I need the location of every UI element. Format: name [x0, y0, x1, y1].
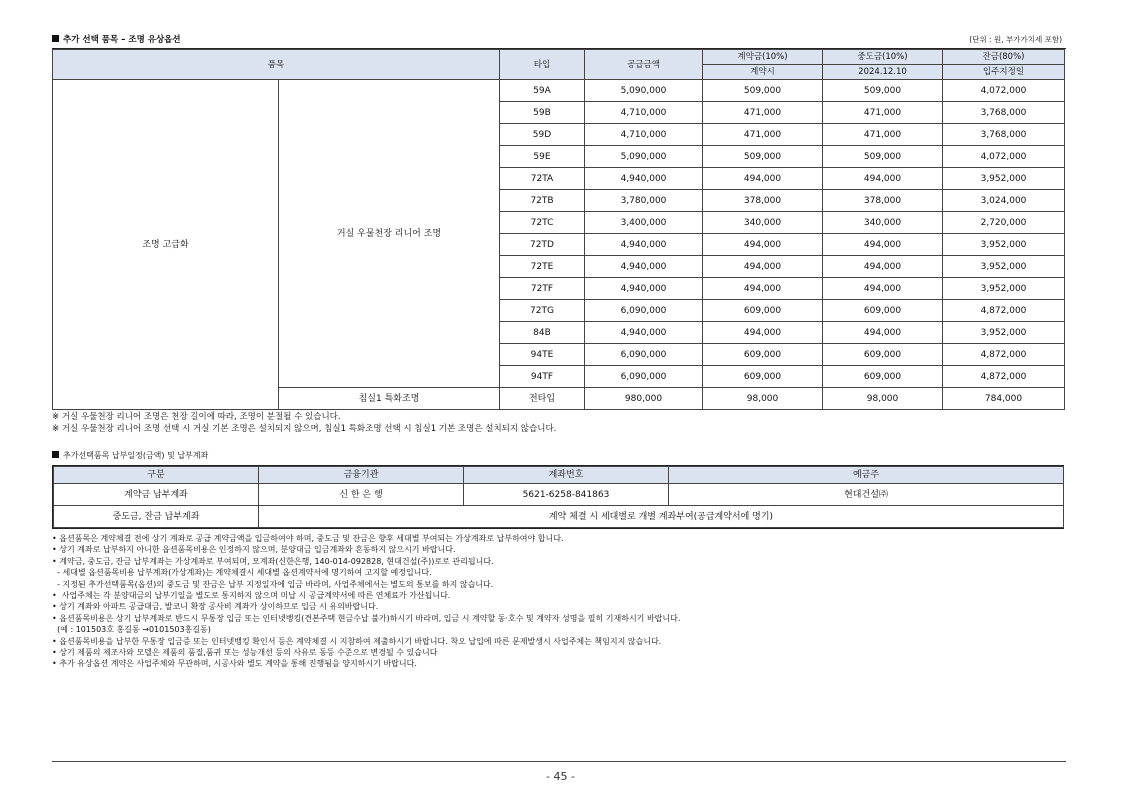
cell-balance: 3,952,000 [943, 322, 1065, 344]
cell-middle: 494,000 [823, 278, 943, 300]
header-item: 품목 [53, 50, 500, 80]
cell-balance: 2,720,000 [943, 212, 1065, 234]
cell-middle: 609,000 [823, 300, 943, 322]
option-table-body [53, 80, 1065, 410]
account-holder: 현대건설㈜ [669, 484, 1064, 506]
cell-middle: 340,000 [823, 212, 943, 234]
cell-middle: 471,000 [823, 102, 943, 124]
header-balance-sub: 입주지정일 [943, 65, 1065, 80]
cell-middle: 509,000 [823, 146, 943, 168]
cell-type: 72TF [500, 278, 585, 300]
note-line: - 지정된 추가선택품목(옵션)의 중도금 및 잔금은 납부 지정일자에 입금 바라며, 사업주체에서는 별도의 통보를 하지 않습니다. [52, 579, 494, 589]
cell-supply: 4,940,000 [585, 168, 703, 190]
cell-contract: 471,000 [703, 102, 823, 124]
cell-balance: 4,072,000 [943, 80, 1065, 102]
cell-middle: 609,000 [823, 344, 943, 366]
cell-type: 94TE [500, 344, 585, 366]
cell-middle: 609,000 [823, 366, 943, 388]
note-line: ※ 거실 우물천장 리니어 조명은 천장 길이에 따라, 조명이 분절될 수 있습니다. [52, 412, 341, 422]
cell-supply: 980,000 [585, 388, 703, 410]
cell-balance: 784,000 [943, 388, 1065, 410]
cell-supply: 6,090,000 [585, 344, 703, 366]
cell-balance: 3,952,000 [943, 234, 1065, 256]
header-kind: 구분 [54, 467, 259, 484]
cell-middle: 494,000 [823, 256, 943, 278]
cell-contract: 509,000 [703, 146, 823, 168]
header-number: 계좌번호 [464, 467, 669, 484]
cell-supply: 4,940,000 [585, 322, 703, 344]
note-line: • 상기 제품의 제조사와 모델은 제품의 품질,품귀 또는 성능개선 등의 사유로 동등 수준으로 변경될 수 있습니다 [52, 648, 438, 658]
cell-supply: 4,940,000 [585, 234, 703, 256]
option-price-table [52, 49, 1065, 410]
cell-supply: 6,090,000 [585, 300, 703, 322]
cell-supply: 6,090,000 [585, 366, 703, 388]
cell-middle: 494,000 [823, 322, 943, 344]
note-line: • 계약금, 중도금, 잔금 납부계좌는 가상계좌로 부여되며, 모계좌(신한은행, 140-014-092828, 현대건설(주))로로 관리됩니다. [52, 556, 494, 566]
cell-contract: 378,000 [703, 190, 823, 212]
note-line: • 사업주체는 각 분양대금의 납부기일을 별도로 통지하지 않으며 미납 시 공급계약서에 따른 연체료가 가산됩니다. [52, 591, 451, 601]
table-row [53, 80, 1065, 102]
page-number: - 45 - [546, 770, 575, 783]
table-row [54, 506, 1064, 528]
cell-type: 59D [500, 124, 585, 146]
cell-type: 전타입 [500, 388, 585, 410]
cell-middle: 471,000 [823, 124, 943, 146]
cell-middle: 378,000 [823, 190, 943, 212]
cell-type: 72TE [500, 256, 585, 278]
note-line: • 추가 유상옵션 계약은 사업주체와 무관하며, 시공사와 별도 계약을 통해 진행됨을 양지하시기 바랍니다. [52, 659, 417, 669]
cell-supply: 3,400,000 [585, 212, 703, 234]
header-middle: 중도금(10%) [823, 50, 943, 65]
cell-supply: 4,710,000 [585, 124, 703, 146]
cell-balance: 4,072,000 [943, 146, 1065, 168]
cell-balance: 4,872,000 [943, 300, 1065, 322]
account-number: 5621-6258-841863 [464, 484, 669, 506]
cell-contract: 609,000 [703, 366, 823, 388]
cell-contract: 98,000 [703, 388, 823, 410]
cell-type: 72TG [500, 300, 585, 322]
cell-supply: 4,940,000 [585, 256, 703, 278]
account-bank: 신 한 은 행 [259, 484, 464, 506]
note-line: (예 : 101503호 홍길동 →0101503홍길동) [52, 625, 211, 635]
section2-header [52, 449, 1066, 463]
cell-balance: 3,952,000 [943, 168, 1065, 190]
account-kind: 중도금, 잔금 납부계좌 [54, 506, 259, 528]
cell-type: 72TA [500, 168, 585, 190]
section-title: 추가 선택 품목 – 조명 유상옵션 [52, 32, 181, 48]
cell-supply: 5,090,000 [585, 146, 703, 168]
square-bullet-icon [52, 451, 59, 458]
cell-middle: 494,000 [823, 168, 943, 190]
cell-middle: 509,000 [823, 80, 943, 102]
account-merged-note: 계약 체결 시 세대별로 개별 계좌부여(공급계약서에 명기) [259, 506, 1064, 528]
cell-contract: 494,000 [703, 234, 823, 256]
table-row [54, 484, 1064, 506]
section2-title: 추가선택품목 납부일정(금액) 및 납부계좌 [63, 451, 209, 460]
cell-middle: 98,000 [823, 388, 943, 410]
payment-notes [52, 533, 1066, 670]
section-header [52, 32, 1066, 48]
note-line: ※ 거실 우물천장 리니어 조명 선택 시 거실 기본 조명은 설치되지 않으며, 침실1 특화조명 선택 시 침실1 기본 조명은 설치되지 않습니다. [52, 424, 557, 434]
header-middle-sub: 2024.12.10 [823, 65, 943, 80]
cell-contract: 494,000 [703, 322, 823, 344]
cell-balance: 3,768,000 [943, 102, 1065, 124]
category-cell: 조명 고급화 [53, 80, 279, 410]
account-table [53, 466, 1064, 528]
cell-supply: 4,710,000 [585, 102, 703, 124]
table-notes [52, 411, 1066, 435]
cell-balance: 3,952,000 [943, 278, 1065, 300]
cell-supply: 4,940,000 [585, 278, 703, 300]
note-line: • 옵션품목비용을 납부한 무통장 입금증 또는 인터넷뱅킹 확인서 등은 계약체결 시 지참하여 제출하시기 바랍니다. 착오 납입에 따른 문제발생시 사업주체는 책임지지 않습니다. [52, 636, 662, 646]
cell-middle: 494,000 [823, 234, 943, 256]
note-line: • 상기 계좌로 납부하지 아니한 옵션품목비용은 인정하지 않으며, 분양대금 입금계좌와 혼동하지 않으시기 바랍니다. [52, 545, 456, 555]
header-supply: 공급금액 [585, 50, 703, 80]
cell-contract: 340,000 [703, 212, 823, 234]
item-cell: 거실 우물천장 리니어 조명 [279, 80, 500, 388]
account-kind: 계약금 납부계좌 [54, 484, 259, 506]
cell-type: 72TB [500, 190, 585, 212]
header-balance: 잔금(80%) [943, 50, 1065, 65]
cell-type: 59B [500, 102, 585, 124]
cell-balance: 3,024,000 [943, 190, 1065, 212]
unit-note: (단위 : 원, 부가가치세 포함) [969, 35, 1062, 44]
header-contract-sub: 계약시 [703, 65, 823, 80]
note-line: • 옵션품목비용은 상기 납부계좌로 반드시 무통장 입금 또는 인터넷뱅킹(견본주택 현금수납 불가)하시기 바라며, 입금 시 계약할 동·호수 및 계약자 성명을 필히 기재하시기 바랍니다. [52, 613, 681, 623]
square-bullet-icon [52, 35, 59, 42]
note-line: • 상기 계좌와 아파트 공급대금, 발코니 확장 공사비 계좌가 상이하므로 입금 시 유의바랍니다. [52, 602, 379, 612]
cell-type: 72TD [500, 234, 585, 256]
bottom-rule [52, 761, 1066, 762]
cell-type: 94TF [500, 366, 585, 388]
cell-contract: 471,000 [703, 124, 823, 146]
note-line: • 옵션품목은 계약체결 전에 상기 계좌로 공급 계약금액을 입금하여야 하며, 중도금 및 잔금은 향후 세대별 부여되는 가상계좌로 납부하여야 합니다. [52, 534, 564, 543]
header-bank: 금융기관 [259, 467, 464, 484]
document-page [52, 32, 1066, 670]
cell-balance: 3,768,000 [943, 124, 1065, 146]
cell-contract: 609,000 [703, 300, 823, 322]
cell-balance: 3,952,000 [943, 256, 1065, 278]
cell-balance: 4,872,000 [943, 344, 1065, 366]
cell-contract: 609,000 [703, 344, 823, 366]
header-contract: 계약금(10%) [703, 50, 823, 65]
cell-contract: 494,000 [703, 256, 823, 278]
cell-supply: 3,780,000 [585, 190, 703, 212]
cell-contract: 494,000 [703, 278, 823, 300]
cell-contract: 509,000 [703, 80, 823, 102]
cell-balance: 4,872,000 [943, 366, 1065, 388]
item-cell: 침실1 특화조명 [279, 388, 500, 410]
header-type: 타입 [500, 50, 585, 80]
note-line: - 세대별 옵션품목비용 납부계좌(가상계좌)는 계약체결시 세대별 옵션계약서에 명기하여 고지할 예정입니다. [52, 568, 432, 578]
cell-type: 84B [500, 322, 585, 344]
header-holder: 예금주 [669, 467, 1064, 484]
cell-supply: 5,090,000 [585, 80, 703, 102]
account-table-frame [52, 465, 1064, 529]
cell-type: 59E [500, 146, 585, 168]
cell-type: 59A [500, 80, 585, 102]
cell-contract: 494,000 [703, 168, 823, 190]
cell-type: 72TC [500, 212, 585, 234]
